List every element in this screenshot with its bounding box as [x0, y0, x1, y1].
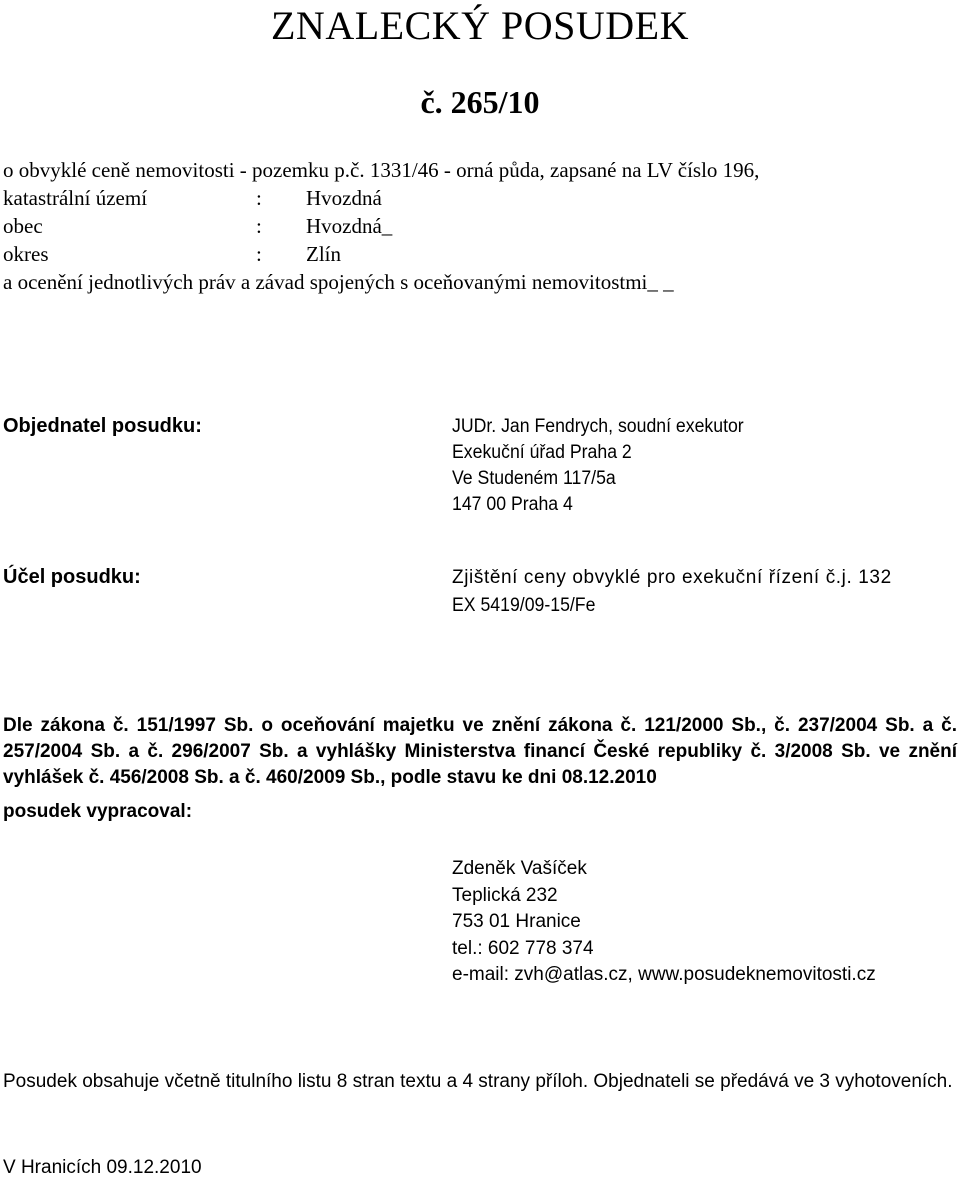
document-date: V Hranicích 09.12.2010	[3, 1157, 202, 1178]
client-line: 147 00 Praha 4	[452, 494, 573, 515]
subject-rights-line: a ocenění jednotlivých práv a závad spojených s oceňovanými nemovitostmi_ _	[3, 270, 674, 294]
client-label: Objednatel posudku:	[3, 415, 202, 437]
row-value: Zlín	[306, 242, 341, 266]
subject-row-district	[3, 241, 341, 268]
row-value: Hvozdná	[306, 186, 382, 210]
purpose-label: Účel posudku:	[3, 566, 141, 588]
row-label: katastrální území	[3, 186, 148, 210]
client-line: Exekuční úřad Praha 2	[452, 442, 632, 463]
processor-contact: e-mail: zvh@atlas.cz, www.posudeknemovitosti.cz	[452, 964, 876, 985]
legal-basis: Dle zákona č. 151/1997 Sb. o oceňování majetku ve znění zákona č. 121/2000 Sb., č. 237/2004 Sb. a č. 257/2004 Sb. a č. 296/2007 Sb. a vyhlášky Ministerstva financí České republiky č. 3/2008 Sb. ve znění vyhlášek č. 456/2008 Sb. a č. 460/2009 Sb., podle stavu ke dni 08.12.2010	[3, 715, 957, 788]
client-line: Ve Studeném 117/5a	[452, 468, 616, 489]
row-label: obec	[3, 214, 43, 238]
subject-row-municipality	[3, 213, 392, 240]
processor-city: 753 01 Hranice	[452, 911, 581, 932]
processor-phone: tel.: 602 778 374	[452, 937, 594, 959]
row-value: Hvozdná_	[306, 214, 393, 238]
processor-street: Teplická 232	[452, 884, 558, 906]
document-title: ZNALECKÝ POSUDEK	[271, 3, 689, 48]
client-block	[452, 414, 744, 518]
processor-block	[452, 856, 876, 989]
row-colon: :	[256, 242, 262, 266]
prepared-by-label: posudek vypracoval:	[3, 801, 193, 822]
purpose-case-number: EX 5419/09-15/Fe	[452, 595, 596, 616]
document-number: č. 265/10	[420, 84, 540, 120]
row-label: okres	[3, 242, 49, 266]
footer-note: Posudek obsahuje včetně titulního listu 8 stran textu a 4 strany příloh. Objednateli se předává ve 3 vyhotoveních.	[3, 1071, 953, 1092]
row-colon: :	[256, 214, 262, 238]
client-line: JUDr. Jan Fendrych, soudní exekutor	[452, 416, 744, 437]
processor-name: Zdeněk Vašíček	[452, 858, 587, 879]
subject-row-cadastral	[3, 185, 382, 212]
row-colon: :	[256, 186, 262, 210]
subject-line: o obvyklé ceně nemovitosti - pozemku p.č. 1331/46 - orná půda, zapsané na LV číslo 196,	[3, 158, 760, 182]
purpose-line: Zjištění ceny obvyklé pro exekuční řízení č.j. 132	[452, 567, 892, 588]
